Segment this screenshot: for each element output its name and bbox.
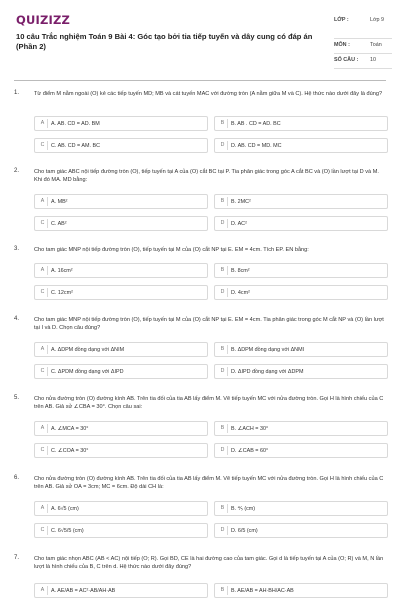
option-b[interactable] <box>214 342 388 357</box>
option-letter: B <box>218 197 228 206</box>
option-letter: A <box>38 266 48 275</box>
option-letter: C <box>38 446 48 455</box>
option-letter: A <box>38 504 48 513</box>
option-letter: B <box>218 586 228 595</box>
option-a[interactable] <box>34 583 208 598</box>
option-text: B. AB . CD = AD. BC <box>231 120 281 127</box>
option-c[interactable] <box>34 216 208 231</box>
option-d[interactable] <box>214 216 388 231</box>
option-a[interactable] <box>34 501 208 516</box>
question-text: Cho nửa đường tròn (O) đường kính AB. Trên tia đối của tia AB lấy điểm M. Vẽ tiếp tuyến MC với nửa đường tròn. Gọi H là hình chiếu của C trên AB. Giả sử OA = 3cm; MC = 6cm. Độ dài CH là: <box>34 476 384 491</box>
option-letter: C <box>38 141 48 150</box>
option-text: A. 16cm² <box>51 267 73 274</box>
question-number: 3. <box>14 246 20 252</box>
option-text: B. 8cm² <box>231 267 250 274</box>
option-letter: B <box>218 119 228 128</box>
option-letter: B <box>218 266 228 275</box>
option-text: D. AC² <box>231 220 247 227</box>
quiz-header <box>0 0 400 78</box>
option-text: D. 4cm² <box>231 289 250 296</box>
option-text: D. ΔIPD đồng dạng với ΔDPM <box>231 368 304 375</box>
option-text: C. ΔPDM đồng dạng với ΔIPD <box>51 368 124 375</box>
option-text: A. MB² <box>51 198 68 205</box>
option-a[interactable] <box>34 116 208 131</box>
option-b[interactable] <box>214 194 388 209</box>
option-letter: A <box>38 345 48 354</box>
option-letter: D <box>218 288 228 297</box>
option-d[interactable] <box>214 364 388 379</box>
question-number: 6. <box>14 475 20 481</box>
option-a[interactable] <box>34 194 208 209</box>
question-number: 7. <box>14 555 20 561</box>
meta-value: Lớp 9 <box>370 17 385 23</box>
option-b[interactable] <box>214 263 388 278</box>
question-text: Cho tam giác nhọn ABC (AB < AC) nội tiếp (O; R). Gọi BD, CE là hai đường cao của tam giác. Gọi d là tiếp tuyến tại A của (O; R) và M, N lần lượt là hình chiếu của B, C trên d. Hệ thức nào dưới đây đúng? <box>34 556 384 571</box>
option-letter: B <box>218 504 228 513</box>
option-b[interactable] <box>214 583 388 598</box>
option-letter: B <box>218 345 228 354</box>
option-letter: A <box>38 197 48 206</box>
quizizz-logo: QUIZIZZ <box>16 13 71 27</box>
question-number: 1. <box>14 90 20 96</box>
option-text: A. AB. CD = AD. BM <box>51 120 100 127</box>
option-letter: D <box>218 219 228 228</box>
question-text: Cho tam giác MNP nội tiếp đường tròn (O), tiếp tuyến tại M của (O) cắt NP tại E. EM = 4cm. Tia phân giác trong góc M cắt NP và (O) lần lượt tại I và D. Chọn câu đúng? <box>34 317 384 332</box>
question-text: Cho tam giác ABC nội tiếp đường tròn (O), tiếp tuyến tại A của (O) cắt BC tại P. Tia phân giác trong góc A cắt BC và (O) lần lượt tại D và M. Khi đó MA. MD bằng: <box>34 169 379 184</box>
meta-label: MÔN : <box>334 42 350 48</box>
quiz-title: 10 câu Trắc nghiệm Toán 9 Bài 4: Góc tạo bởi tia tiếp tuyến và dây cung có đáp án (Phần 2) <box>16 32 313 51</box>
option-text: C. AB² <box>51 220 67 227</box>
meta-value: Toán <box>370 42 382 48</box>
option-letter: C <box>38 526 48 535</box>
option-text: A. 6√5 (cm) <box>51 505 79 512</box>
question-text: Cho tam giác MNP nội tiếp đường tròn (O), tiếp tuyến tại M của (O) cắt NP tại E. EM = 4cm. Tích EP. EN bằng: <box>34 247 309 253</box>
option-letter: D <box>218 526 228 535</box>
option-text: D. ∠CAB = 60° <box>231 447 269 454</box>
option-text: B. 2MC² <box>231 198 251 205</box>
option-text: B. ∠ACH = 30° <box>231 425 269 432</box>
quiz-meta <box>334 14 392 69</box>
option-text: C. 12cm² <box>51 289 73 296</box>
option-c[interactable] <box>34 364 208 379</box>
option-b[interactable] <box>214 501 388 516</box>
option-text: A. AE/AB = AC²·AB/AH·AB <box>51 587 116 594</box>
meta-row-count <box>334 54 392 69</box>
option-c[interactable] <box>34 285 208 300</box>
option-letter: C <box>38 288 48 297</box>
meta-row-class <box>334 14 392 39</box>
option-a[interactable] <box>34 342 208 357</box>
option-c[interactable] <box>34 443 208 458</box>
option-letter: D <box>218 141 228 150</box>
question-number: 5. <box>14 395 20 401</box>
option-a[interactable] <box>34 421 208 436</box>
option-c[interactable] <box>34 523 208 538</box>
option-text: D. AB. CD = MD. MC <box>231 142 282 149</box>
header-divider <box>14 80 386 81</box>
meta-label: SỐ CÂU : <box>334 57 359 63</box>
option-letter: B <box>218 424 228 433</box>
option-text: D. 6/5 (cm) <box>231 527 258 534</box>
option-c[interactable] <box>34 138 208 153</box>
question-number: 2. <box>14 168 20 174</box>
option-letter: A <box>38 119 48 128</box>
option-letter: C <box>38 219 48 228</box>
option-text: A. ∠MCA = 30° <box>51 425 89 432</box>
option-d[interactable] <box>214 138 388 153</box>
option-letter: A <box>38 586 48 595</box>
option-letter: D <box>218 367 228 376</box>
option-d[interactable] <box>214 443 388 458</box>
option-letter: A <box>38 424 48 433</box>
option-text: C. AB. CD = AM. BC <box>51 142 100 149</box>
option-letter: D <box>218 446 228 455</box>
option-d[interactable] <box>214 285 388 300</box>
option-b[interactable] <box>214 421 388 436</box>
option-b[interactable] <box>214 116 388 131</box>
meta-row-subject <box>334 39 392 54</box>
question-number: 4. <box>14 316 20 322</box>
option-text: B. ΔDPM đồng dạng với ΔNMI <box>231 346 305 353</box>
option-text: B. AE/AB = AH·BH/AC·AB <box>231 587 294 594</box>
question-text: Từ điểm M nằm ngoài (O) kẻ các tiếp tuyến MD; MB và cát tuyến MAC với đường tròn (A nằm giữa M và C). Hệ thức nào dưới đây là đúng? <box>34 91 383 97</box>
meta-label: LỚP : <box>334 17 349 23</box>
option-a[interactable] <box>34 263 208 278</box>
option-d[interactable] <box>214 523 388 538</box>
option-text: C. ∠COA = 30° <box>51 447 89 454</box>
option-letter: C <box>38 367 48 376</box>
option-text: C. 6√5/5 (cm) <box>51 527 84 534</box>
option-text: B. ⅘ (cm) <box>231 505 256 512</box>
meta-value: 10 <box>370 57 376 63</box>
option-text: A. ΔDPM đồng dạng với ΔNIM <box>51 346 125 353</box>
question-text: Cho nửa đường tròn (O) đường kính AB. Trên tia đối của tia AB lấy điểm M. Vẽ tiếp tuyến MC với nửa đường tròn. Gọi H là hình chiếu của C trên AB. Giả sử ∠CBA = 30°. Chọn câu sai: <box>34 396 384 411</box>
